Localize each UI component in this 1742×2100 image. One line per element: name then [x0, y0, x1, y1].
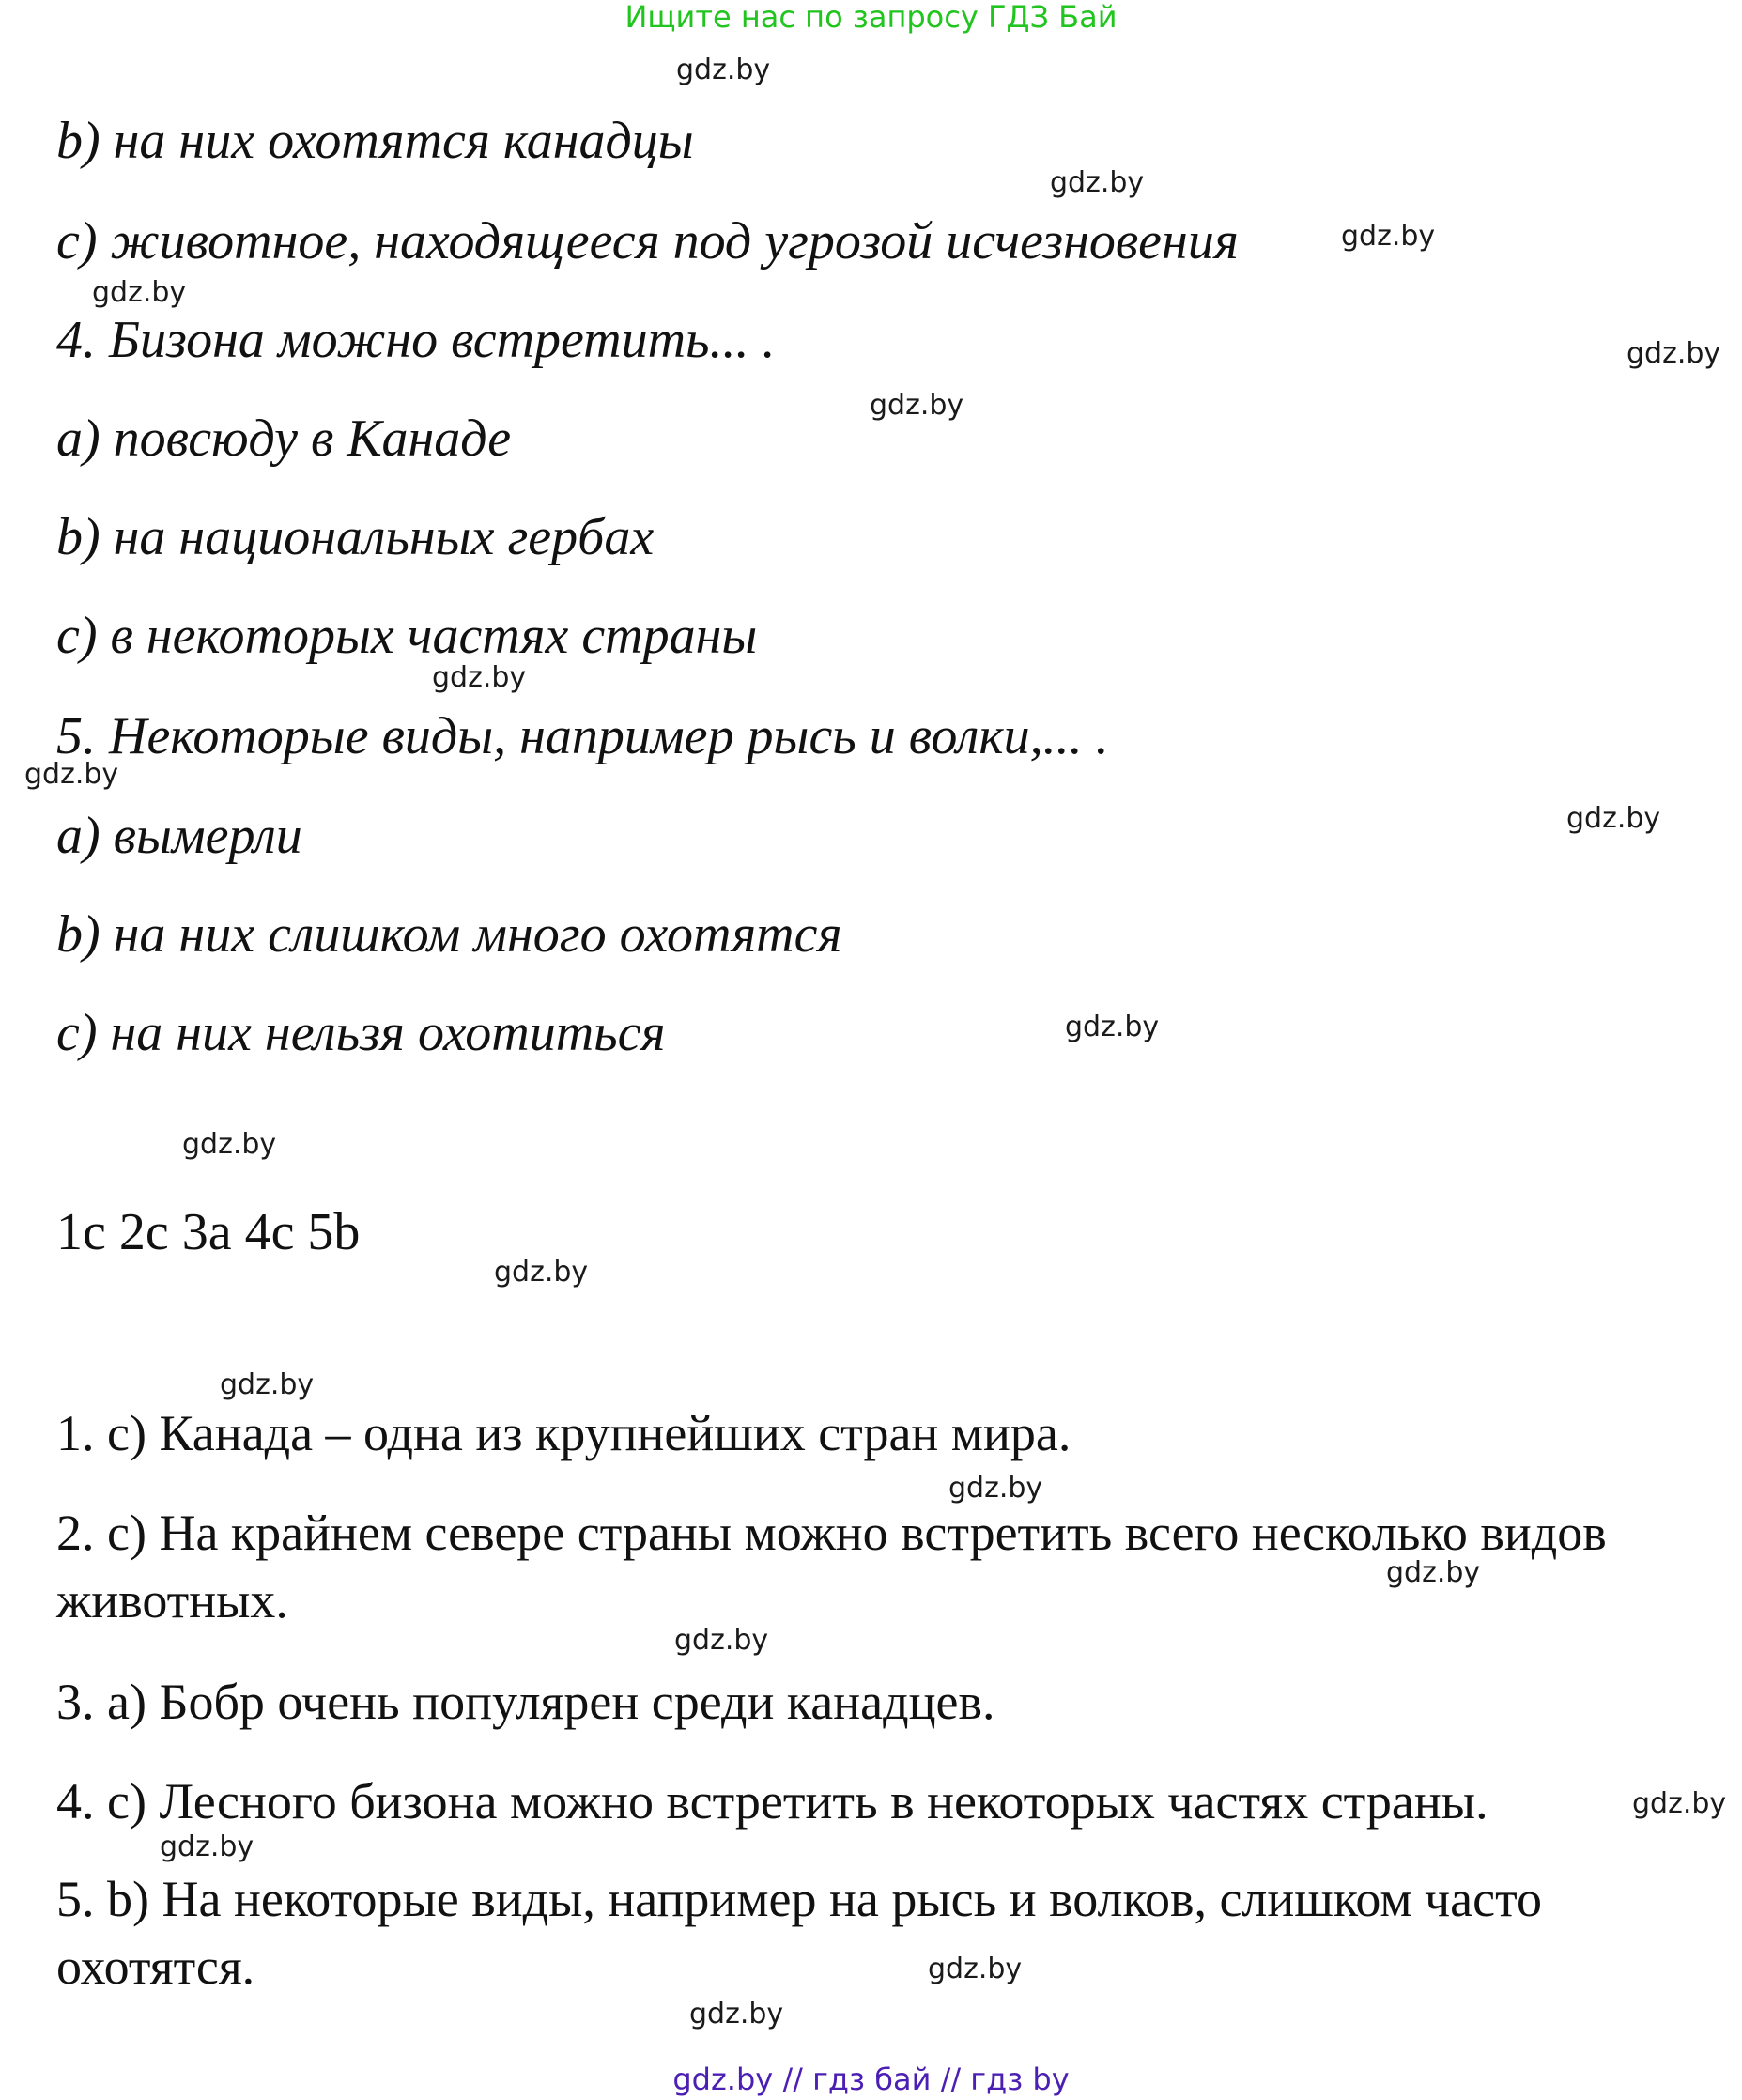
watermark: gdz.by: [220, 1368, 315, 1401]
answer-line: 3. a) Бобр очень популярен среди канадцев.: [56, 1674, 995, 1730]
watermark: gdz.by: [689, 1998, 784, 2031]
watermark: gdz.by: [1065, 1011, 1160, 1043]
watermark: gdz.by: [676, 54, 771, 86]
watermark: gdz.by: [92, 276, 187, 309]
answer-line: 4. c) Лесного бизона можно встретить в некоторых частях страны.: [56, 1773, 1488, 1830]
watermark: gdz.by: [674, 1624, 769, 1657]
question-title: 5. Некоторые виды, например рысь и волки,... .: [56, 707, 1109, 765]
watermark: gdz.by: [928, 1953, 1023, 1985]
question-title: 4. Бизона можно встретить... .: [56, 311, 776, 369]
watermark: gdz.by: [948, 1472, 1043, 1505]
question-option: a) повсюду в Канаде: [56, 409, 512, 468]
answer-key: 1c 2c 3a 4c 5b: [56, 1203, 361, 1261]
question-option: b) на национальных гербах: [56, 508, 655, 566]
watermark: gdz.by: [1632, 1787, 1727, 1820]
question-option: b) на них охотятся канадцы: [56, 112, 694, 170]
watermark: gdz.by: [432, 661, 527, 694]
watermark: gdz.by: [1050, 166, 1145, 199]
watermark: gdz.by: [1566, 802, 1661, 835]
question-option: c) животное, находящееся под угрозой исчезновения: [56, 212, 1239, 270]
answer-line: 2. c) На крайнем севере страны можно встретить всего несколько видов животных.: [56, 1505, 1607, 1629]
question-option: c) на них нельзя охотиться: [56, 1004, 666, 1062]
watermark: gdz.by: [1341, 220, 1436, 253]
watermark: gdz.by: [24, 758, 119, 791]
answer-line: 1. c) Канада – одна из крупнейших стран мира.: [56, 1405, 1071, 1461]
watermark: gdz.by: [182, 1128, 277, 1161]
watermark: gdz.by: [1386, 1556, 1481, 1589]
footer-links: gdz.by // гдз бай // гдз by: [672, 2061, 1070, 2097]
question-option: c) в некоторых частях страны: [56, 607, 758, 665]
question-option: b) на них слишком много охотятся: [56, 905, 842, 964]
watermark: gdz.by: [494, 1256, 589, 1289]
watermark: gdz.by: [870, 389, 964, 422]
question-option: a) вымерли: [56, 807, 302, 865]
watermark: gdz.by: [160, 1830, 254, 1863]
answer-line: 5. b) На некоторые виды, например на рысь и волков, слишком часто охотятся.: [56, 1871, 1542, 1995]
top-banner: Ищите нас по запросу ГДЗ Бай: [624, 0, 1118, 35]
watermark: gdz.by: [1626, 337, 1721, 370]
